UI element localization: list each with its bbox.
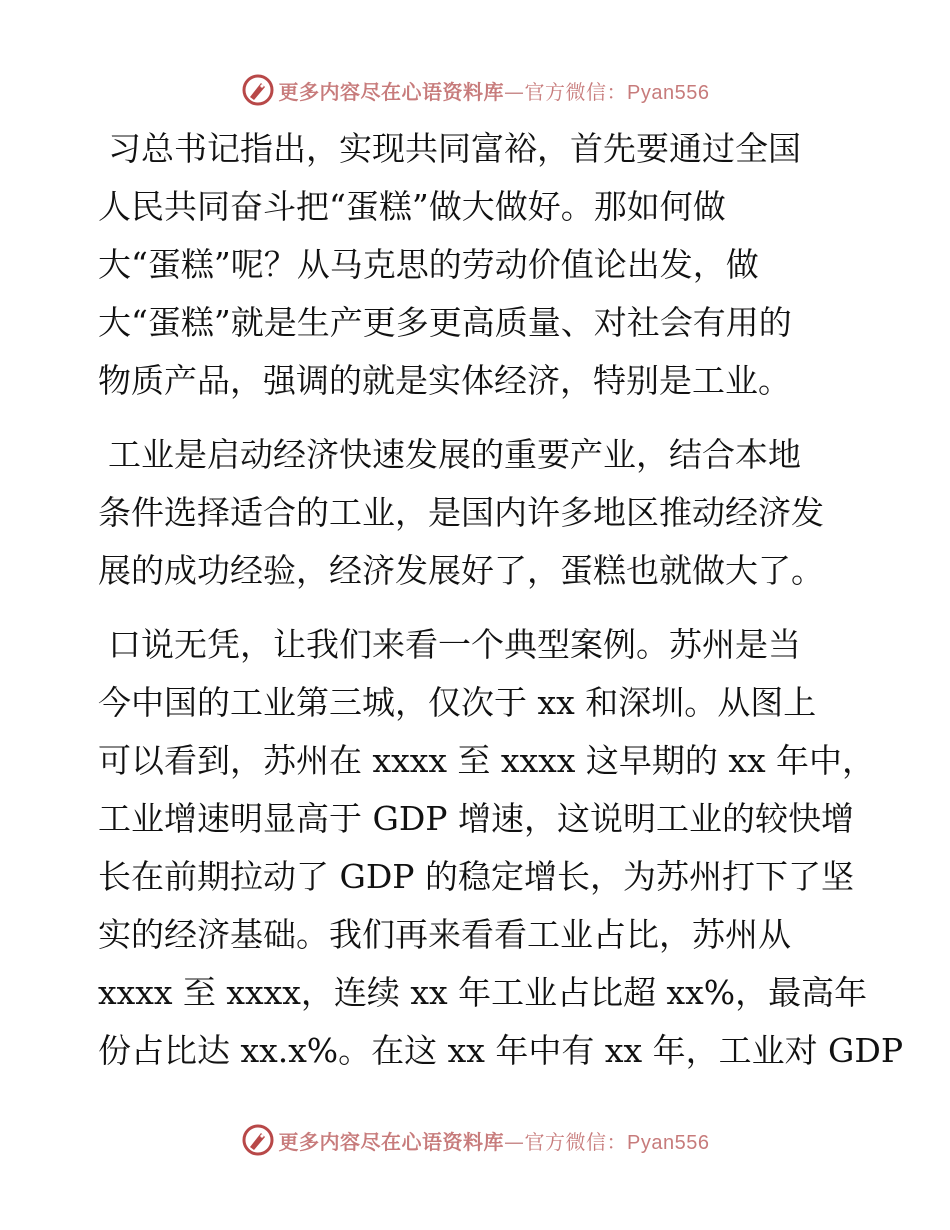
text-line: xxxx 至 xxxx，连续 xx 年工业占比超 xx%，最高年	[98, 973, 868, 1012]
banner-dash: —	[504, 1129, 525, 1154]
banner-main-text: 更多内容尽在心语资料库	[278, 79, 505, 104]
pen-nib-logo-icon	[241, 1123, 275, 1157]
paragraph-2	[98, 426, 868, 600]
text-line: 展的成功经验，经济发展好了，蛋糕也就做大了。	[98, 551, 824, 590]
text-line: 可以看到，苏州在 xxxx 至 xxxx 这早期的 xx 年中，	[98, 741, 876, 780]
banner-wechat-id: Pyan556	[627, 81, 710, 104]
banner-wechat-id: Pyan556	[627, 1131, 710, 1154]
text-line: 长在前期拉动了 GDP 的稳定增长，为苏州打下了坚	[98, 857, 855, 896]
banner-main-text: 更多内容尽在心语资料库	[278, 1129, 505, 1154]
banner-text	[279, 1126, 710, 1155]
header-banner	[0, 70, 950, 110]
banner-text	[279, 76, 710, 105]
text-line: 人民共同奋斗把“蛋糕”做大做好。那如何做	[98, 187, 726, 226]
paragraph-3	[98, 616, 904, 1080]
text-line: 工业是启动经济快速发展的重要产业，结合本地	[108, 435, 801, 474]
banner-dash: —	[504, 79, 525, 104]
text-line: 条件选择适合的工业，是国内许多地区推动经济发	[98, 493, 824, 532]
text-line: 实的经济基础。我们再来看看工业占比，苏州从	[98, 915, 791, 954]
text-line: 今中国的工业第三城，仅次于 xx 和深圳。从图上	[98, 683, 817, 722]
text-line: 物质产品，强调的就是实体经济，特别是工业。	[98, 361, 791, 400]
banner-wechat-label: 官方微信：	[524, 1129, 628, 1154]
text-line: 大“蛋糕”呢？从马克思的劳动价值论出发，做	[98, 245, 759, 284]
text-line: 口说无凭，让我们来看一个典型案例。苏州是当	[108, 625, 801, 664]
text-line: 份占比达 xx.x%。在这 xx 年中有 xx 年，工业对 GDP	[98, 1031, 904, 1070]
banner-wechat-label: 官方微信：	[524, 79, 628, 104]
footer-banner	[0, 1120, 950, 1160]
pen-nib-logo-icon	[241, 73, 275, 107]
text-line: 工业增速明显高于 GDP 增速，这说明工业的较快增	[98, 799, 855, 838]
document-body	[98, 120, 904, 1096]
paragraph-1	[98, 120, 868, 410]
text-line: 大“蛋糕”就是生产更多更高质量、对社会有用的	[98, 303, 792, 342]
text-line: 习总书记指出，实现共同富裕，首先要通过全国	[108, 129, 801, 168]
